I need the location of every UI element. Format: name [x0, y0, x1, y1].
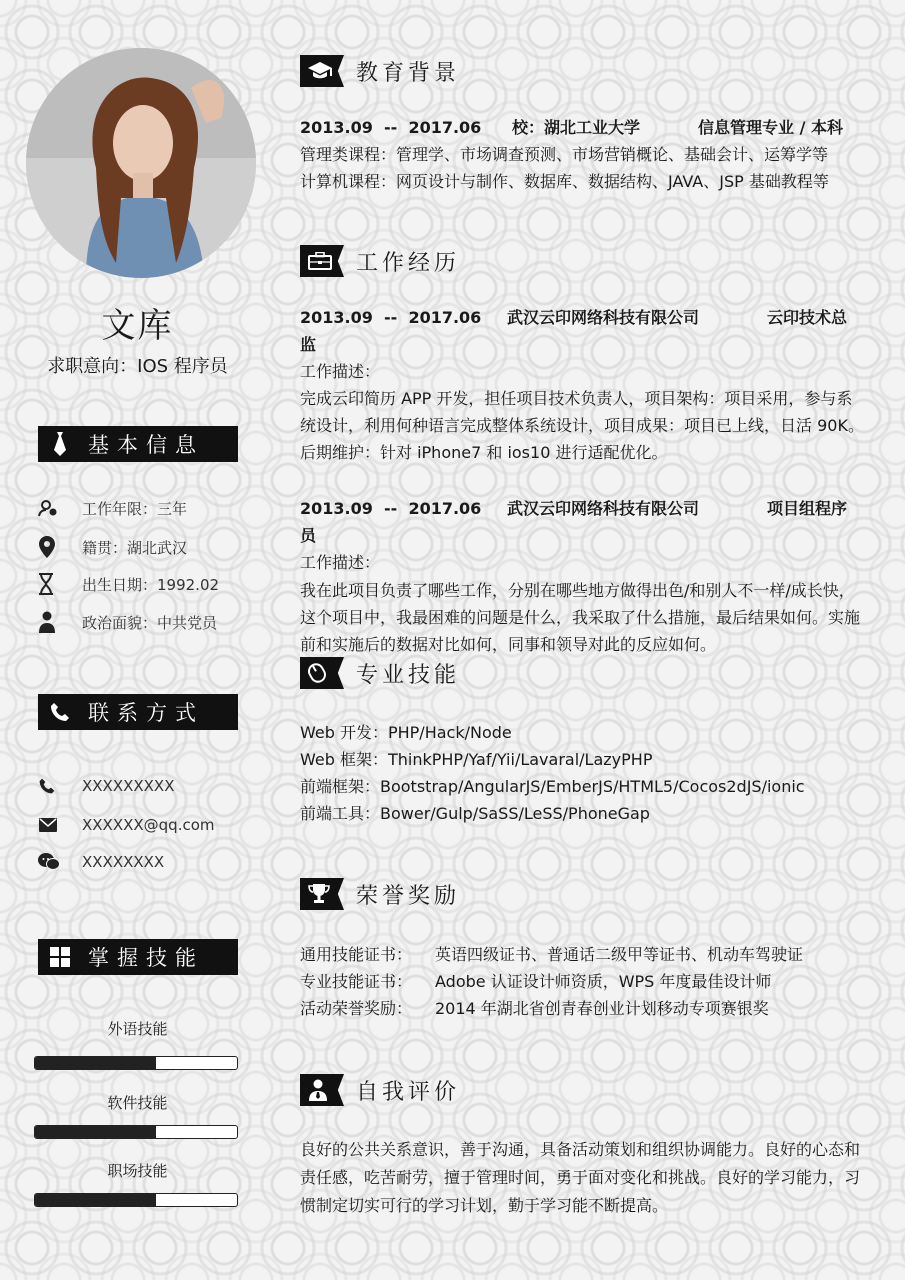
contact-text: XXXXXXXXX — [82, 777, 175, 795]
skill-label-language: 外语技能 — [107, 1020, 168, 1038]
phone-icon — [38, 777, 82, 795]
honor-value: 2014 年湖北省创青春创业计划移动专项赛银奖 — [435, 999, 769, 1018]
contact-title: 联系方式 — [88, 701, 204, 725]
info-item-political — [38, 611, 217, 633]
contact-text: XXXXXX@qq.com — [82, 816, 215, 834]
job-role: 云印技术总 — [767, 308, 848, 327]
honor-item — [300, 995, 865, 1022]
education-course-management: 管理类课程：管理学、市场调查预测、市场营销概论、基础会计、运筹学等 — [300, 145, 829, 164]
basic-info-header — [38, 426, 238, 462]
briefcase-icon — [300, 245, 344, 277]
job-period: 2013.09 -- 2017.06 — [300, 308, 482, 327]
education-period: 2013.09 -- 2017.06 — [300, 118, 482, 137]
honor-item — [300, 968, 865, 995]
mail-icon — [38, 817, 82, 833]
info-text: 工作年限：三年 — [82, 499, 188, 518]
honor-value: 英语四级证书、普通话二级甲等证书、机动车驾驶证 — [435, 945, 804, 964]
job-desc-label: 工作描述： — [300, 553, 381, 572]
honor-value: Adobe 认证设计师资质，WPS 年度最佳设计师 — [435, 972, 772, 991]
education-header — [300, 55, 460, 87]
pro-skill-line: 前端框架：Bootstrap/AngularJS/EmberJS/HTML5/Cocos2dJS/ionic — [300, 777, 805, 796]
info-text: 政治面貌：中共党员 — [82, 613, 218, 632]
pro-skill-line: Web 框架：ThinkPHP/Yaf/Yii/Lavaral/LazyPHP — [300, 750, 653, 769]
job-period: 2013.09 -- 2017.06 — [300, 499, 482, 518]
user-tie-icon — [300, 1074, 344, 1106]
pro-skill-line: Web 开发：PHP/Hack/Node — [300, 723, 512, 742]
skill-bar-fill — [35, 1057, 156, 1069]
info-item-hometown — [38, 536, 187, 558]
job-company: 武汉云印网络科技有限公司 — [507, 499, 700, 518]
contact-item-wechat — [38, 851, 164, 873]
hourglass-icon — [38, 573, 82, 595]
honors-title: 荣誉奖励 — [356, 883, 461, 909]
education-row — [300, 114, 865, 141]
windows-icon — [38, 947, 82, 967]
gear-user-icon — [38, 498, 82, 518]
person-icon — [38, 611, 82, 633]
job-role-continued: 监 — [300, 335, 317, 354]
job-role-continued: 员 — [300, 526, 317, 545]
mouse-icon — [300, 657, 344, 689]
main-content — [300, 0, 880, 1280]
education-major: 信息管理专业 / 本科 — [698, 118, 843, 137]
education-course-computer: 计算机课程：网页设计与制作、数据库、数据结构、JAVA、JSP 基础教程等 — [300, 172, 829, 191]
pro-skill-line: 前端工具：Bower/Gulp/SaSS/LeSS/PhoneGap — [300, 804, 650, 823]
contact-item-email — [38, 814, 215, 836]
job-2-head — [300, 495, 865, 522]
graduation-cap-icon — [300, 55, 344, 87]
avatar — [26, 48, 256, 278]
job-company: 武汉云印网络科技有限公司 — [507, 308, 700, 327]
info-item-birthdate — [38, 573, 219, 595]
education-title: 教育背景 — [356, 60, 461, 86]
skill-bar-software — [34, 1125, 238, 1139]
phone-icon — [38, 701, 82, 723]
work-header — [300, 245, 460, 277]
pro-skills-title: 专业技能 — [356, 662, 461, 688]
info-text: 出生日期：1992.02 — [82, 575, 220, 594]
honor-label: 专业技能证书： — [300, 972, 413, 991]
work-title: 工作经历 — [356, 250, 461, 276]
wechat-icon — [38, 852, 82, 872]
job-description: 完成云印简历 APP 开发，担任项目技术负责人，项目架构：项目采用，参与系统设计，利用何种语言完成整体系统设计，项目成果：项目已上线，日活 90K。后期维护：针对 iPhone7 和 ios10 进行适配优化。 — [300, 389, 864, 462]
job-desc-label: 工作描述： — [300, 362, 381, 381]
contact-item-phone — [38, 775, 174, 797]
job-1-head — [300, 304, 865, 331]
self-eval-text: 良好的公共关系意识，善于沟通，具备活动策划和组织协调能力。良好的心态和责任感，吃苦耐劳，擅于管理时间，勇于面对变化和挑战。良好的学习能力，习惯制定切实可行的学习计划，勤于学习能不断提高。 — [300, 1140, 861, 1215]
skill-bar-workplace — [34, 1193, 238, 1207]
skill-label-workplace: 职场技能 — [107, 1162, 168, 1180]
honor-label: 通用技能证书： — [300, 945, 413, 964]
location-pin-icon — [38, 536, 82, 558]
honors-header — [300, 878, 460, 910]
contact-text: XXXXXXXX — [82, 853, 165, 871]
job-intent: 求职意向：IOS 程序员 — [47, 356, 228, 377]
honor-label: 活动荣誉奖励： — [300, 999, 413, 1018]
sidebar — [0, 0, 275, 1280]
education-school: 校：湖北工业大学 — [512, 118, 641, 137]
job-description: 我在此项目负责了哪些工作，分别在哪些地方做得出色/和别人不一样/成长快，这个项目中，我最困难的问题是什么，我采取了什么措施，最后结果如何。实施前和实施后的数据对比如何，同事和领导对此的反应如何。 — [300, 581, 861, 654]
skill-label-software: 软件技能 — [107, 1094, 168, 1112]
pro-skills-header — [300, 657, 460, 689]
skills-header — [38, 939, 238, 975]
tie-icon — [38, 432, 82, 456]
contact-header — [38, 694, 238, 730]
trophy-icon — [300, 878, 344, 910]
basic-info-title: 基本信息 — [88, 433, 204, 457]
job-role: 项目组程序 — [767, 499, 848, 518]
info-text: 籍贯：湖北武汉 — [82, 538, 188, 557]
skill-bar-fill — [35, 1126, 156, 1138]
self-eval-header — [300, 1074, 460, 1106]
avatar-photo — [26, 48, 256, 278]
skill-bar-language — [34, 1056, 238, 1070]
skills-title: 掌握技能 — [88, 946, 204, 970]
info-item-work-years — [38, 497, 187, 519]
honor-item — [300, 941, 865, 968]
self-eval-title: 自我评价 — [356, 1079, 461, 1105]
person-name: 文库 — [101, 306, 174, 346]
skill-bar-fill — [35, 1194, 156, 1206]
